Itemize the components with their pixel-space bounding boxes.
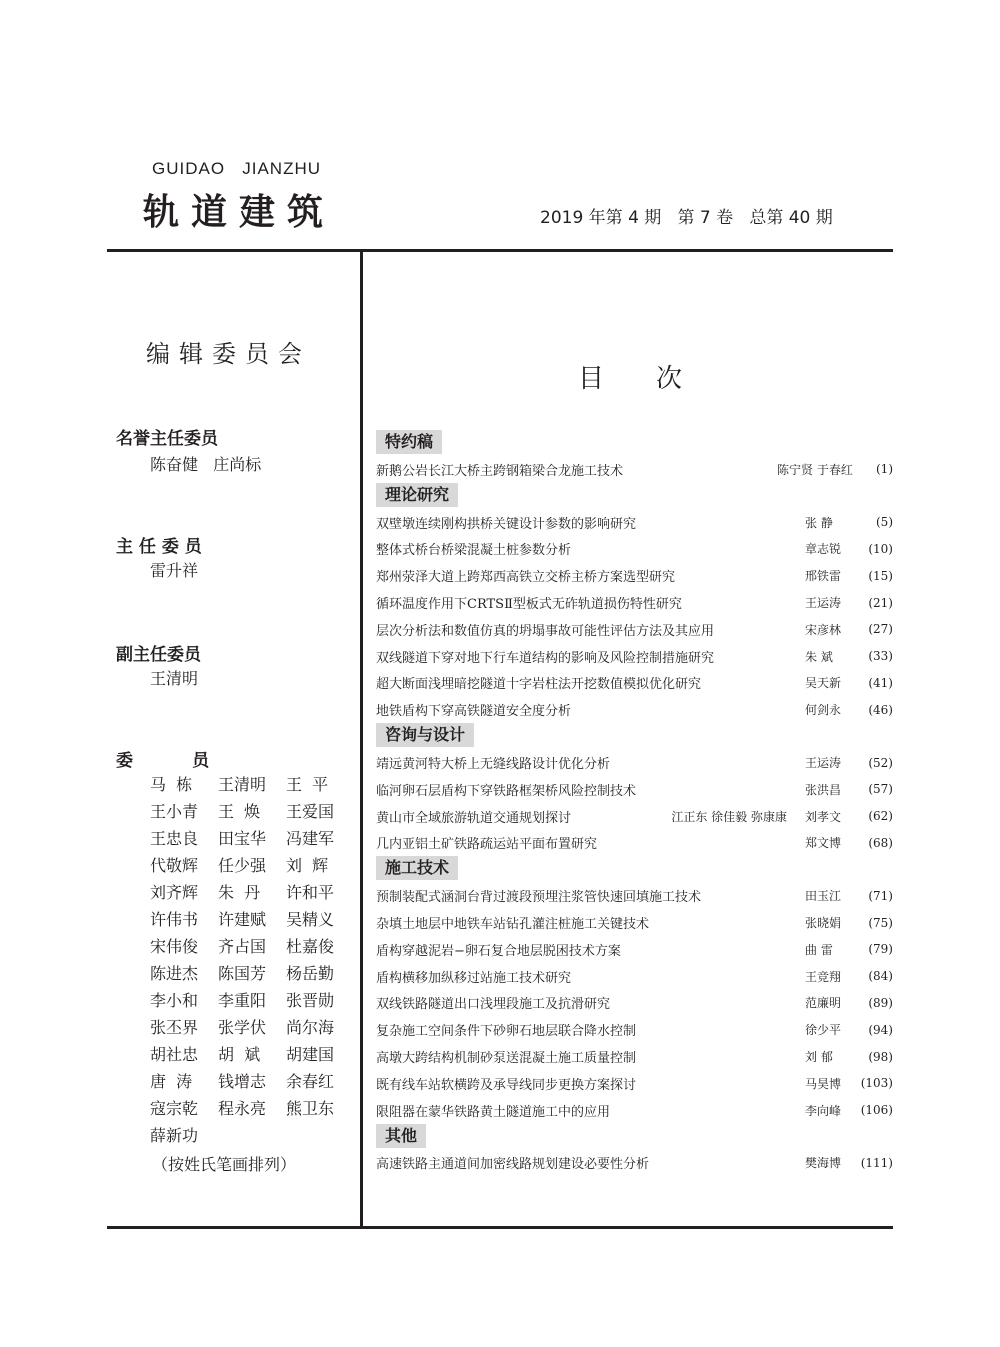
article-author: 刘孝文 <box>805 809 842 824</box>
article-page-number: (79) <box>868 942 893 957</box>
deputy-director-names: 王清明 <box>150 669 199 688</box>
article-title: 靖远黄河特大桥上无缝线路设计优化分析 <box>376 757 611 773</box>
toc-entry <box>376 990 893 1017</box>
article-author: 刘 郁 <box>805 1050 833 1065</box>
member-name: 尚尔海 <box>286 1018 335 1037</box>
article-title: 双线隧道下穿对地下行车道结构的影响及风险控制措施研究 <box>376 650 715 666</box>
article-author: 张洪昌 <box>805 782 842 797</box>
article-title: 郑州荥泽大道上跨郑西高铁立交桥主桥方案选型研究 <box>376 570 676 586</box>
article-author: 田玉江 <box>805 889 842 904</box>
article-title: 高墩大跨结构机制砂泵送混凝土施工质量控制 <box>376 1051 637 1067</box>
toc-entry <box>376 456 893 483</box>
article-page-number: (27) <box>868 622 893 637</box>
article-page-number: (10) <box>868 541 893 556</box>
member-name: 宋伟俊 <box>150 937 199 956</box>
article-author: 张晓娟 <box>805 916 842 931</box>
member-name: 王 平 <box>286 775 329 794</box>
article-author: 李向峰 <box>805 1103 842 1118</box>
toc-entry <box>376 616 893 643</box>
article-title: 盾构穿越泥岩−卵石复合地层脱困技术方案 <box>376 943 621 959</box>
top-rule <box>107 249 893 252</box>
article-author: 邢铁雷 <box>805 569 842 584</box>
director-names: 雷升祥 <box>150 561 199 580</box>
article-page-number: (71) <box>868 888 893 903</box>
member-name: 李小和 <box>150 991 199 1010</box>
article-page-number: (103) <box>860 1076 893 1091</box>
member-name: 张晋勋 <box>286 991 335 1010</box>
toc-entry <box>376 536 893 563</box>
article-title: 复杂施工空间条件下砂卵石地层联合降水控制 <box>376 1024 637 1040</box>
member-name: 刘齐辉 <box>150 883 199 902</box>
article-page-number: (94) <box>868 1022 893 1037</box>
toc-entry <box>376 589 893 616</box>
toc-entry <box>376 1043 893 1070</box>
toc-entry <box>376 882 893 909</box>
toc-entry <box>376 776 893 803</box>
director-label: 主 任 委 员 <box>116 537 202 557</box>
journal-title: 轨道建筑 <box>143 192 336 233</box>
article-page-number: (15) <box>868 568 893 583</box>
article-author: 王竞翔 <box>805 969 842 984</box>
member-name: 许和平 <box>286 883 335 902</box>
toc-entry <box>376 1016 893 1043</box>
article-author: 徐少平 <box>805 1023 842 1038</box>
article-author: 马昊博 <box>805 1076 842 1091</box>
article-author: 朱 斌 <box>805 649 833 664</box>
toc-entry <box>376 803 893 830</box>
article-page-number: (46) <box>868 702 893 717</box>
member-name: 陈进杰 <box>150 964 199 983</box>
article-title: 预制装配式涵洞台背过渡段预埋注浆管快速回填施工技术 <box>376 890 702 906</box>
article-title: 双线铁路隧道出口浅埋段施工及抗滑研究 <box>376 997 611 1013</box>
toc-section-heading: 咨询与设计 <box>376 723 474 747</box>
article-page-number: (41) <box>868 675 893 690</box>
toc-section-heading: 施工技术 <box>376 856 458 880</box>
member-name: 陈国芳 <box>218 964 267 983</box>
issue-info: 2019 年第 4 期 第 7 卷 总第 40 期 <box>540 208 833 228</box>
editorial-board-title: 编辑委员会 <box>146 340 311 368</box>
member-name: 齐占国 <box>218 937 267 956</box>
article-title: 黄山市全域旅游轨道交通规划探讨 <box>376 810 572 826</box>
toc-section-heading: 其他 <box>376 1124 426 1148</box>
article-page-number: (98) <box>868 1049 893 1064</box>
member-name: 王清明 <box>218 775 267 794</box>
honorary-director-names: 陈奋健 庄尚标 <box>150 455 262 474</box>
toc-entry <box>376 643 893 670</box>
article-author: 曲 雷 <box>805 942 833 957</box>
members-label: 委 员 <box>116 751 210 771</box>
toc-section-heading: 特约稿 <box>376 430 442 454</box>
article-title: 循环温度作用下CRTSⅡ型板式无砟轨道损伤特性研究 <box>376 597 682 613</box>
article-author: 樊海博 <box>805 1156 842 1171</box>
member-name: 张学伏 <box>218 1018 267 1037</box>
member-name: 寇宗乾 <box>150 1099 199 1118</box>
article-author: 王运涛 <box>805 756 842 771</box>
member-name: 任少强 <box>218 856 267 875</box>
toc-entry <box>376 562 893 589</box>
article-author: 郑文博 <box>805 836 842 851</box>
article-page-number: (33) <box>868 649 893 664</box>
article-title: 盾构横移加纵移过站施工技术研究 <box>376 970 572 986</box>
article-author: 陈宁贤 于春红 <box>777 462 853 477</box>
members-list <box>150 772 350 1150</box>
member-name: 王小青 <box>150 802 199 821</box>
table-of-contents <box>376 430 893 1176</box>
toc-entry <box>376 509 893 536</box>
article-page-number: (62) <box>868 809 893 824</box>
article-title: 地铁盾构下穿高铁隧道安全度分析 <box>376 704 572 720</box>
article-page-number: (89) <box>868 995 893 1010</box>
deputy-director-label: 副主任委员 <box>116 645 201 665</box>
article-title: 超大断面浅埋暗挖隧道十字岩柱法开挖数值模拟优化研究 <box>376 677 702 693</box>
toc-section-heading: 理论研究 <box>376 483 458 507</box>
member-name: 杜嘉俊 <box>286 937 335 956</box>
member-name: 朱 丹 <box>218 883 261 902</box>
member-name: 吴精义 <box>286 910 335 929</box>
toc-entry <box>376 749 893 776</box>
article-coauthors: 江正东 徐佳毅 弥康康 <box>671 809 787 824</box>
toc-entry <box>376 909 893 936</box>
member-name: 程永亮 <box>218 1099 267 1118</box>
article-title: 整体式桥台桥梁混凝土桩参数分析 <box>376 543 572 559</box>
article-page-number: (57) <box>868 782 893 797</box>
article-page-number: (68) <box>868 835 893 850</box>
member-name: 代敬辉 <box>150 856 199 875</box>
member-name: 马 栋 <box>150 775 193 794</box>
article-page-number: (5) <box>876 515 893 530</box>
member-name: 薛新功 <box>150 1126 199 1145</box>
toc-entry <box>376 670 893 697</box>
members-order-note: （按姓氏笔画排列） <box>152 1155 297 1174</box>
article-author: 宋彦林 <box>805 622 842 637</box>
article-title: 层次分析法和数值仿真的坍塌事故可能性评估方法及其应用 <box>376 623 715 639</box>
article-author: 吴天新 <box>805 676 842 691</box>
member-name: 王 焕 <box>218 802 261 821</box>
member-name: 刘 辉 <box>286 856 329 875</box>
member-name: 王忠良 <box>150 829 199 848</box>
article-page-number: (84) <box>868 969 893 984</box>
member-name: 田宝华 <box>218 829 267 848</box>
toc-entry <box>376 936 893 963</box>
article-author: 范廉明 <box>805 996 842 1011</box>
toc-entry <box>376 830 893 857</box>
article-author: 何剑永 <box>805 703 842 718</box>
journal-pinyin-title: GUIDAO JIANZHU <box>152 159 322 178</box>
toc-entry <box>376 696 893 723</box>
member-name: 胡 斌 <box>218 1045 261 1064</box>
toc-entry <box>376 1150 893 1177</box>
toc-entry <box>376 1070 893 1097</box>
article-title: 限阻器在蒙华铁路黄土隧道施工中的应用 <box>376 1104 611 1120</box>
member-name: 胡社忠 <box>150 1045 199 1064</box>
article-page-number: (52) <box>868 755 893 770</box>
article-page-number: (75) <box>868 915 893 930</box>
article-title: 杂填土地层中地铁车站钻孔灌注桩施工关键技术 <box>376 917 650 933</box>
member-name: 钱增志 <box>218 1072 267 1091</box>
member-name: 许建赋 <box>218 910 267 929</box>
member-name: 王爱国 <box>286 802 335 821</box>
member-name: 胡建国 <box>286 1045 335 1064</box>
article-page-number: (21) <box>868 595 893 610</box>
honorary-director-label: 名誉主任委员 <box>116 429 218 449</box>
article-author: 王运涛 <box>805 596 842 611</box>
member-name: 余春红 <box>286 1072 335 1091</box>
column-divider <box>360 250 363 1227</box>
article-title: 几内亚铝土矿铁路疏运站平面布置研究 <box>376 837 598 853</box>
member-name: 许伟书 <box>150 910 199 929</box>
bottom-rule <box>107 1226 893 1229</box>
member-name: 李重阳 <box>218 991 267 1010</box>
toc-title: 目次 <box>578 364 735 394</box>
toc-entry <box>376 1097 893 1124</box>
article-title: 临河卵石层盾构下穿铁路框架桥风险控制技术 <box>376 783 637 799</box>
article-title: 高速铁路主通道间加密线路规划建设必要性分析 <box>376 1157 650 1173</box>
member-name: 熊卫东 <box>286 1099 335 1118</box>
article-page-number: (111) <box>860 1155 893 1170</box>
article-page-number: (106) <box>860 1103 893 1118</box>
article-title: 双壁墩连续刚构拱桥关键设计参数的影响研究 <box>376 516 637 532</box>
member-name: 杨岳勤 <box>286 964 335 983</box>
article-title: 既有线车站软横跨及承导线同步更换方案探讨 <box>376 1077 637 1093</box>
article-page-number: (1) <box>876 462 893 477</box>
member-name: 唐 涛 <box>150 1072 193 1091</box>
article-author: 章志锐 <box>805 542 842 557</box>
article-title: 新鹅公岩长江大桥主跨钢箱梁合龙施工技术 <box>376 463 624 479</box>
member-name: 张丕界 <box>150 1018 199 1037</box>
member-name: 冯建军 <box>286 829 335 848</box>
toc-entry <box>376 963 893 990</box>
article-author: 张 静 <box>805 515 833 530</box>
